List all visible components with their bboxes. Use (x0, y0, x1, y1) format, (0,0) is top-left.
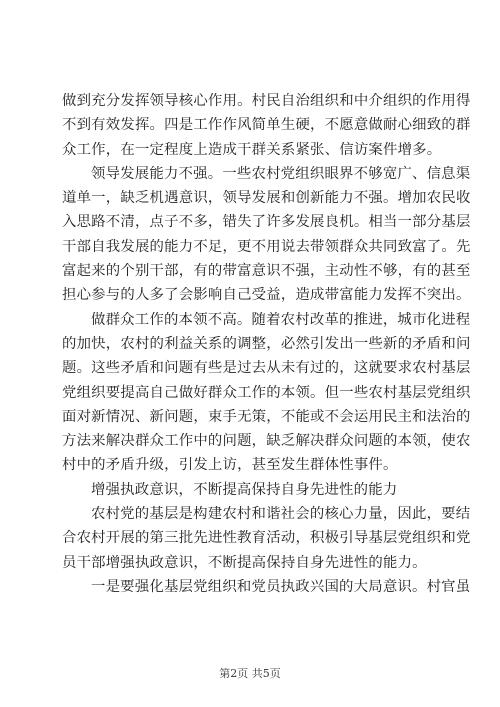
text-line: 村中的矛盾升级，引发上访，甚至发生群体性事件。 (62, 457, 398, 474)
text-line: 员干部增强执政意识，不断提高保持自身先进性的能力。 (62, 554, 427, 571)
text-line: 道单一，缺乏机遇意识，领导发展和创新能力不强。增加农民收 (62, 190, 471, 207)
text-line: 方法来解决群众工作中的问题，缺乏解决群众问题的本领，使农 (62, 433, 471, 450)
text-line: 题。这些矛盾和问题有些是过去从未有过的，这就要求农村基层 (62, 360, 471, 377)
text-line: 众工作，在一定程度上造成干群关系紧张、信访案件增多。 (62, 141, 442, 158)
text-line: 党组织要提高自己做好群众工作的本领。但一些农村基层党组织 (62, 384, 471, 401)
text-line: 的加快，农村的利益关系的调整，必然引发出一些新的矛盾和问 (62, 335, 471, 352)
text-line: 做到充分发挥领导核心作用。村民自治组织和中介组织的作用得 (62, 93, 471, 109)
text-line: 担心参与的人多了会影响自己受益，造成带富能力发挥不突出。 (62, 287, 471, 304)
text-line: 富起来的个别干部，有的带富意识不强，主动性不够，有的甚至 (62, 263, 471, 280)
text-line: 不到有效发挥。四是工作作风简单生硬，不愿意做耐心细致的群 (62, 117, 471, 134)
text-line: 入思路不清，点子不多，错失了许多发展良机。相当一部分基层 (62, 214, 471, 231)
text-line: 做群众工作的本领不高。随着农村改革的推进，城市化进程 (91, 311, 471, 328)
text-line: 增强执政意识，不断提高保持自身先进性的能力 (91, 481, 398, 498)
text-line: 合农村开展的第三批先进性教育活动，积极引导基层党组织和党 (62, 530, 471, 547)
text-line: 一是要强化基层党组织和党员执政兴国的大局意识。村官虽 (91, 578, 471, 595)
text-line: 农村党的基层是构建农村和谐社会的核心力量，因此，要结 (91, 506, 471, 523)
text-line: 面对新情况、新问题，束手无策，不能或不会运用民主和法治的 (62, 408, 471, 425)
text-line: 干部自我发展的能力不足，更不用说去带领群众共同致富了。先 (62, 238, 471, 255)
document-body (62, 89, 471, 599)
page-footer: 第2页 共5页 (219, 667, 281, 680)
text-line: 领导发展能力不强。一些农村党组织眼界不够宽广、信息渠 (91, 165, 471, 182)
